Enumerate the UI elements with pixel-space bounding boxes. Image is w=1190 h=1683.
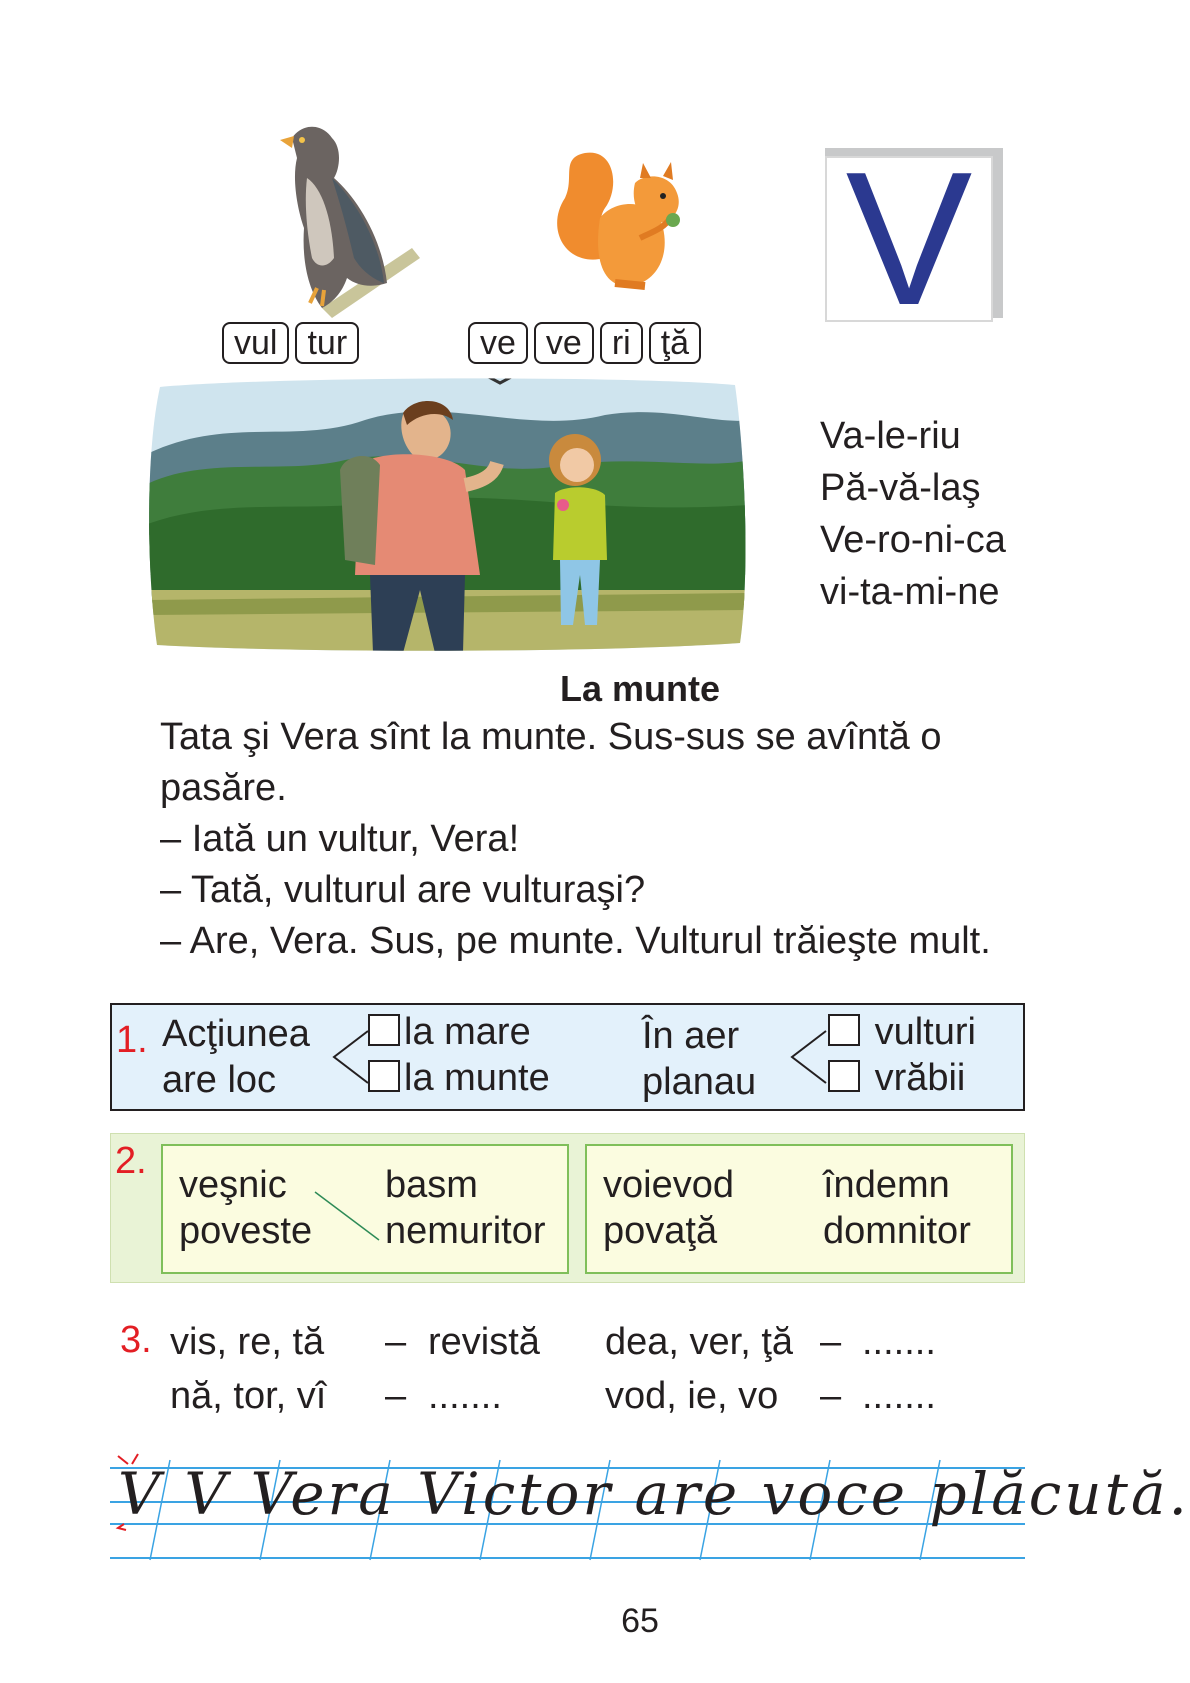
choice-bracket-icon	[330, 1027, 370, 1087]
syllable-group: vod, ie, vo	[605, 1375, 779, 1417]
exercise-3	[110, 1315, 1025, 1435]
exercise-number: 3.	[120, 1319, 152, 1361]
handwriting-practice	[110, 1450, 1190, 1570]
syllable-group: nă, tor, vî	[170, 1375, 327, 1417]
story-paragraph: Tata şi Vera sînt la munte. Sus-sus se avîntă o pasăre.	[160, 716, 942, 809]
matching-line	[313, 1186, 383, 1246]
dash: –	[820, 1375, 842, 1417]
exercise-1	[110, 1003, 1025, 1111]
ex3-left-syllables	[170, 1315, 326, 1423]
option-label: vrăbii	[874, 1057, 966, 1099]
story-dialogue: – Tată, vulturul are vulturaşi?	[160, 869, 646, 911]
exercise-number: 2.	[115, 1140, 147, 1182]
syllable-chip: ri	[600, 322, 643, 364]
letter-card	[825, 133, 1003, 345]
exercise1-left-options	[368, 1009, 550, 1101]
match-word: poveste	[179, 1210, 313, 1252]
exercise1-right-options	[828, 1009, 976, 1101]
match-word: basm	[385, 1164, 478, 1206]
syllable-chip: ţă	[649, 322, 701, 364]
syllable-chip: tur	[295, 322, 359, 364]
syllable-group: dea, ver, ţă	[605, 1321, 794, 1363]
match-word: veşnic	[179, 1164, 287, 1206]
syllable-chip: ve	[468, 322, 528, 364]
answer-blank[interactable]: .......	[862, 1375, 936, 1417]
prompt-line: Acţiunea	[162, 1013, 310, 1055]
mountain-scene-illustration	[145, 375, 750, 653]
match-word: îndemn	[823, 1164, 950, 1206]
ex3-right-dashes	[820, 1315, 841, 1423]
match-column	[823, 1162, 971, 1254]
match-word: voievod	[603, 1164, 734, 1206]
exercise-number: 1.	[116, 1019, 148, 1061]
checkbox[interactable]	[368, 1014, 400, 1046]
prompt-line: În aer	[642, 1015, 740, 1057]
syllables-vultur	[222, 322, 365, 364]
checkbox[interactable]	[828, 1060, 860, 1092]
match-column	[179, 1162, 312, 1254]
squirrel-illustration	[545, 148, 695, 293]
eagle-illustration	[262, 118, 422, 318]
option-label: la mare	[404, 1011, 531, 1053]
match-word: nemuritor	[385, 1210, 546, 1252]
word: vi-ta-mi-ne	[820, 571, 1000, 613]
prompt-line: are loc	[162, 1059, 277, 1101]
big-letter: V	[825, 156, 993, 322]
choice-bracket-icon	[788, 1027, 828, 1087]
option-label: la munte	[404, 1057, 550, 1099]
exercise1-left-prompt	[162, 1011, 310, 1103]
ex3-right-syllables	[605, 1315, 793, 1423]
ex3-left-dashes	[385, 1315, 406, 1423]
dash: –	[385, 1375, 407, 1417]
page-number: 65	[621, 1602, 659, 1640]
option-row[interactable]	[368, 1009, 550, 1055]
match-word: povaţă	[603, 1210, 718, 1252]
ex3-left-answers	[428, 1315, 540, 1423]
dash: –	[820, 1321, 842, 1363]
answer-blank[interactable]: .......	[428, 1375, 502, 1417]
match-column	[603, 1162, 734, 1254]
syllable-chip: vul	[222, 322, 289, 364]
exercise1-right-prompt	[642, 1013, 756, 1105]
option-row[interactable]	[368, 1055, 550, 1101]
answer: revistă	[428, 1321, 540, 1363]
syllabified-words	[820, 410, 1006, 618]
option-row[interactable]	[828, 1055, 976, 1101]
checkbox[interactable]	[368, 1060, 400, 1092]
match-word: domnitor	[823, 1210, 971, 1252]
story-dialogue: – Are, Vera. Sus, pe munte. Vulturul trăieşte mult.	[160, 920, 991, 962]
word: Ve-ro-ni-ca	[820, 519, 1006, 561]
dash: –	[385, 1321, 407, 1363]
match-column	[385, 1162, 546, 1254]
cursive-sample: V V Vera Victor are voce plăcută.	[118, 1460, 1190, 1528]
exercise-2	[110, 1133, 1025, 1283]
word: Pă-vă-laş	[820, 467, 981, 509]
prompt-line: planau	[642, 1061, 757, 1103]
story-title: La munte	[559, 668, 720, 709]
story-dialogue: – Iată un vultur, Vera!	[160, 818, 520, 860]
syllable-chip: ve	[534, 322, 594, 364]
checkbox[interactable]	[828, 1014, 860, 1046]
option-row[interactable]	[828, 1009, 976, 1055]
ex3-right-answers	[862, 1315, 936, 1423]
matching-panel-1	[161, 1144, 569, 1274]
answer-blank[interactable]: .......	[862, 1321, 936, 1363]
syllables-veverita	[468, 322, 707, 364]
matching-panel-2	[585, 1144, 1013, 1274]
option-label: vulturi	[874, 1011, 976, 1053]
story-text	[110, 712, 1030, 967]
word: Va-le-riu	[820, 415, 961, 457]
syllable-group: vis, re, tă	[170, 1321, 325, 1363]
